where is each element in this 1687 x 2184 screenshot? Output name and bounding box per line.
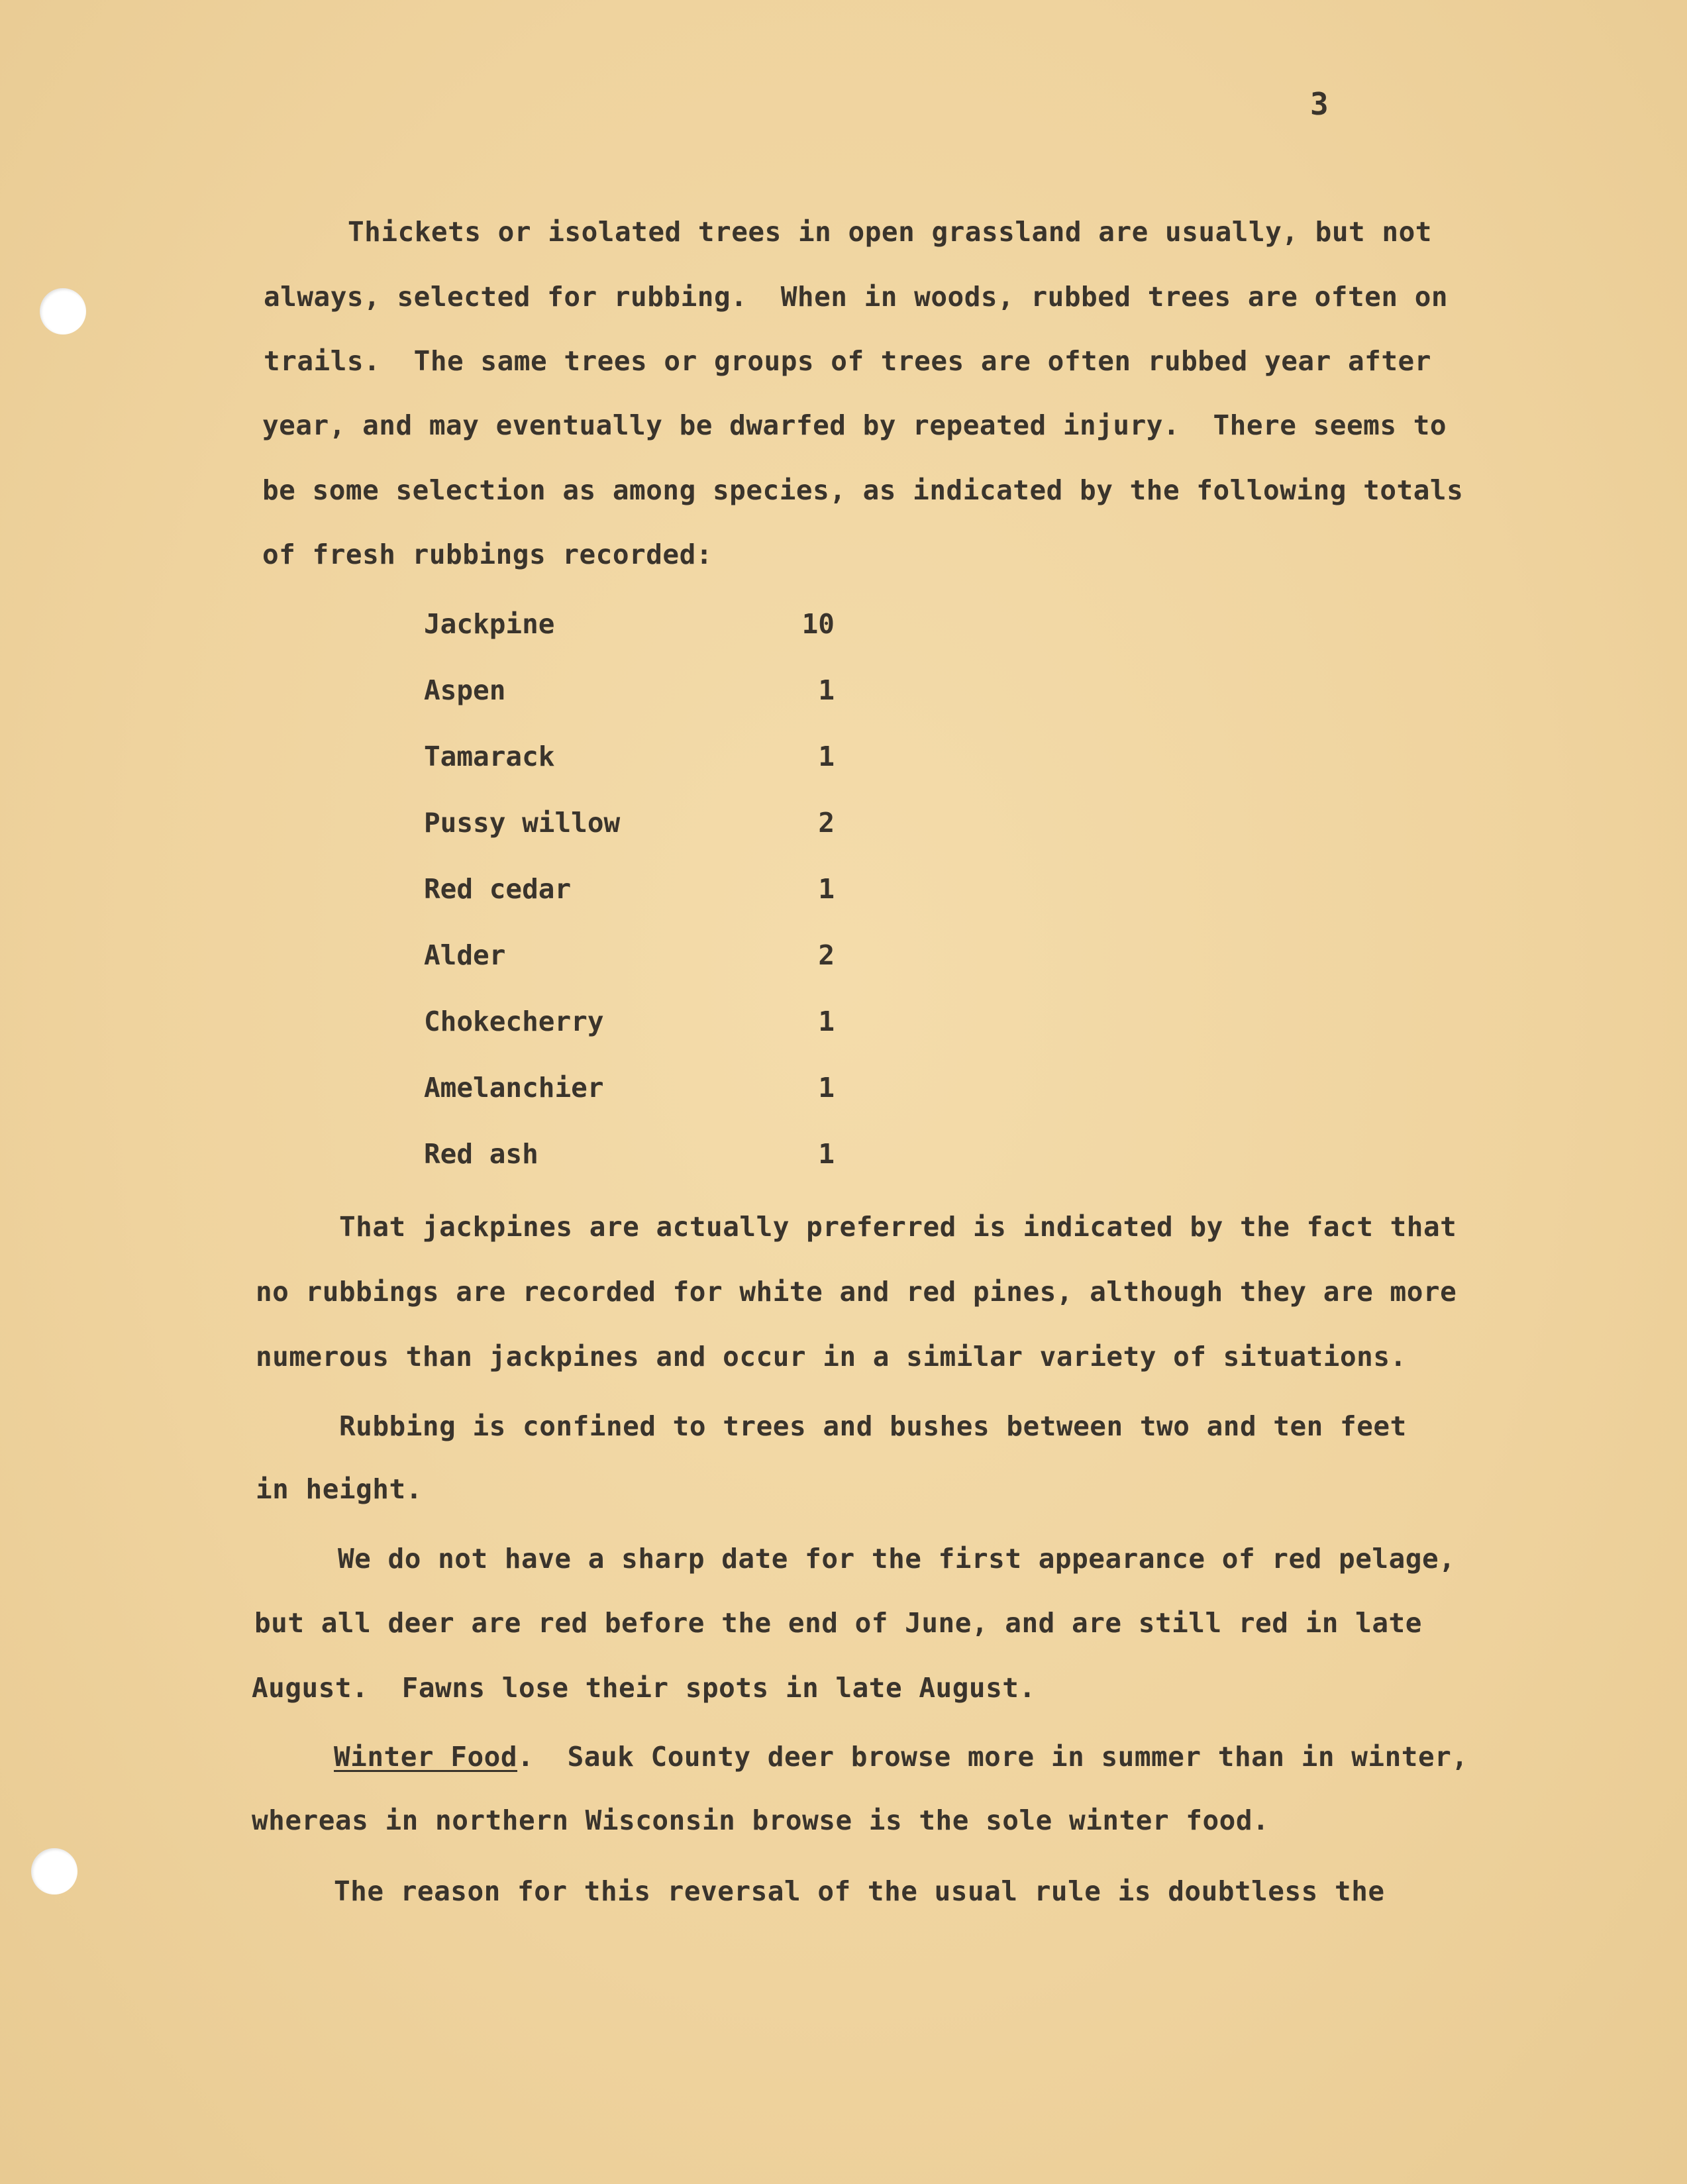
text-line: whereas in northern Wisconsin browse is the sole winter food. bbox=[252, 1804, 1270, 1836]
table-row bbox=[424, 608, 835, 641]
table-row bbox=[424, 1006, 835, 1039]
rubbing-count: 1 bbox=[818, 1006, 835, 1037]
table-row bbox=[424, 741, 835, 774]
text-line: Thickets or isolated trees in open grassland are usually, but not bbox=[348, 216, 1432, 248]
rubbing-count: 1 bbox=[818, 873, 835, 905]
species-name: Chokecherry bbox=[424, 1006, 604, 1037]
species-name: Alder bbox=[424, 939, 506, 971]
table-row bbox=[424, 1072, 835, 1105]
table-row bbox=[424, 939, 835, 972]
species-name: Amelanchier bbox=[424, 1072, 604, 1104]
text-line: The reason for this reversal of the usual rule is doubtless the bbox=[334, 1875, 1385, 1907]
text-line: trails. The same trees or groups of trees are often rubbed year after bbox=[264, 345, 1431, 377]
section-heading: Winter Food bbox=[334, 1741, 518, 1773]
rubbing-count: 10 bbox=[801, 608, 835, 640]
rubbing-count: 1 bbox=[818, 1138, 835, 1170]
table-row bbox=[424, 1138, 835, 1171]
text-line: We do not have a sharp date for the first appearance of red pelage, bbox=[338, 1543, 1456, 1575]
rubbing-count: 2 bbox=[818, 807, 835, 839]
species-name: Tamarack bbox=[424, 741, 555, 772]
table-row bbox=[424, 807, 835, 840]
rubbing-count: 1 bbox=[818, 674, 835, 706]
species-name: Red cedar bbox=[424, 873, 572, 905]
text-line: numerous than jackpines and occur in a similar variety of situations. bbox=[256, 1341, 1407, 1373]
text-line: in height. bbox=[256, 1473, 423, 1505]
text-line: Rubbing is confined to trees and bushes between two and ten feet bbox=[339, 1410, 1407, 1442]
table-row bbox=[424, 674, 835, 707]
species-name: Red ash bbox=[424, 1138, 538, 1170]
text-line: That jackpines are actually preferred is indicated by the fact that bbox=[339, 1211, 1457, 1243]
punch-hole-bottom bbox=[31, 1848, 77, 1895]
punch-hole-top bbox=[40, 288, 86, 335]
table-row bbox=[424, 873, 835, 906]
text-line bbox=[334, 1743, 1468, 1771]
rubbing-count: 1 bbox=[818, 1072, 835, 1104]
rubbing-count: 1 bbox=[818, 741, 835, 772]
page-number: 3 bbox=[1310, 86, 1329, 122]
species-name: Pussy willow bbox=[424, 807, 621, 839]
species-name: Jackpine bbox=[424, 608, 555, 640]
text-line: August. Fawns lose their spots in late August. bbox=[252, 1672, 1036, 1704]
text-line: year, and may eventually be dwarfed by repeated injury. There seems to bbox=[262, 409, 1447, 441]
heading-continuation: . Sauk County deer browse more in summer than in winter, bbox=[517, 1741, 1468, 1773]
rubbing-count: 2 bbox=[818, 939, 835, 971]
text-line: of fresh rubbings recorded: bbox=[262, 539, 713, 570]
text-line: no rubbings are recorded for white and red pines, although they are more bbox=[256, 1276, 1457, 1308]
species-name: Aspen bbox=[424, 674, 506, 706]
text-line: always, selected for rubbing. When in woods, rubbed trees are often on bbox=[264, 281, 1449, 313]
text-line: be some selection as among species, as indicated by the following totals bbox=[262, 474, 1464, 506]
text-line: but all deer are red before the end of June, and are still red in late bbox=[254, 1607, 1422, 1639]
